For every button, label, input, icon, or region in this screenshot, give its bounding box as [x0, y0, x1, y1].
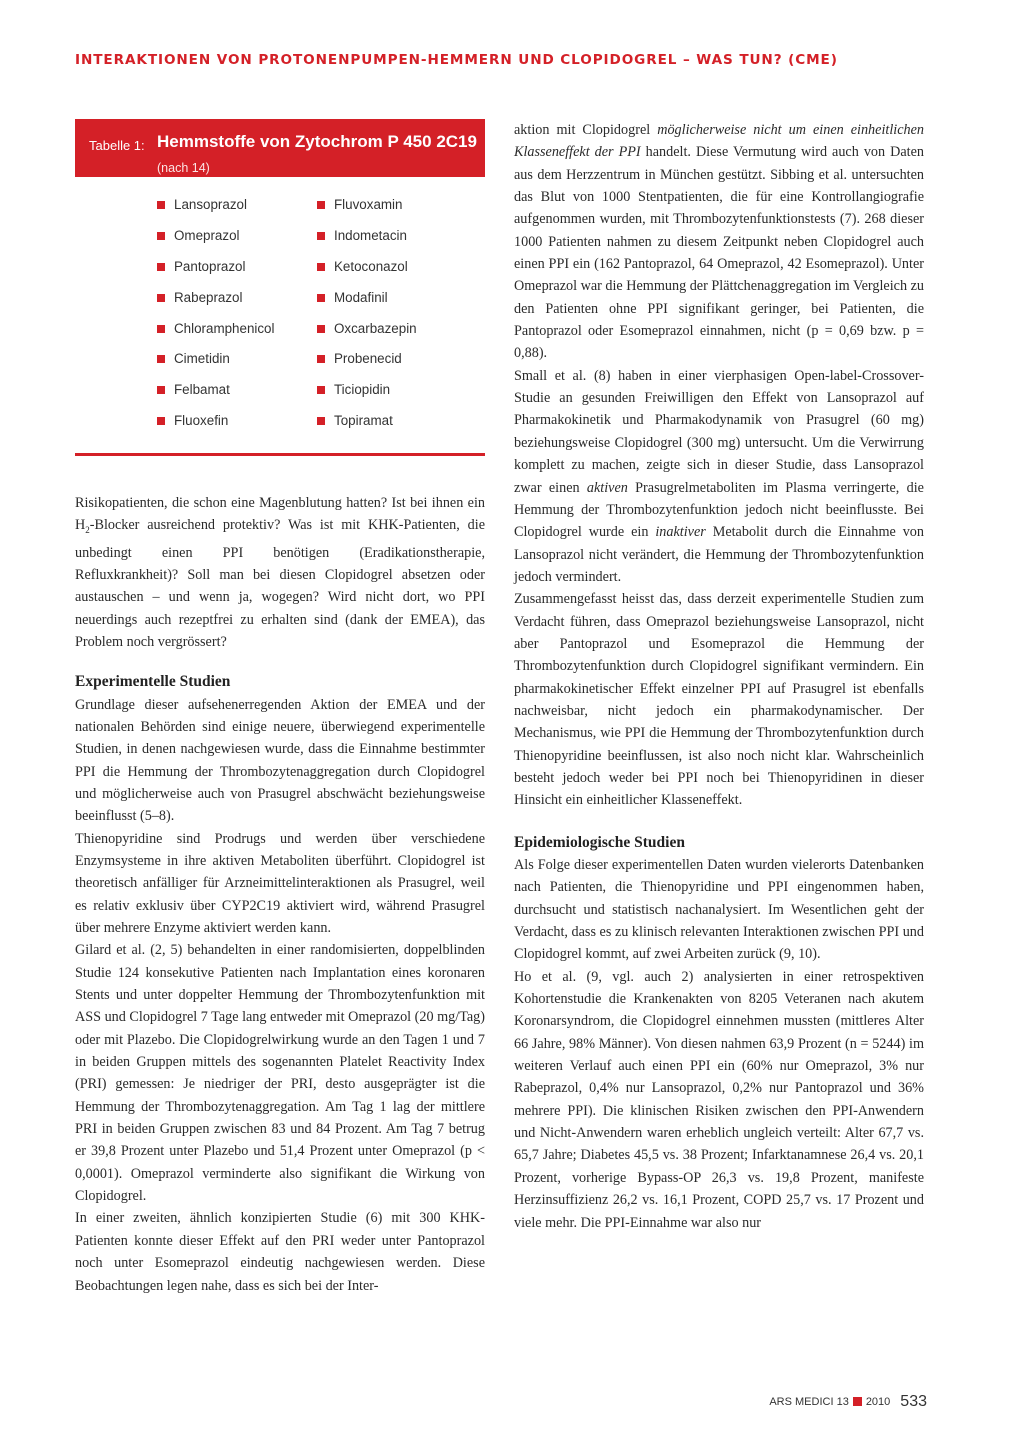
bullet-square-icon [317, 325, 325, 333]
paragraph: In einer zweiten, ähnlich konzipierten Studie (6) mit 300 KHK-Patienten konnte dieser Effekt auf den PRI weder unter Pantoprazol noch unter Esomeprazol eindeutig nachgewiesen werden. Diese Beobachtungen legen nahe, dass es sich bei der Inter- [75, 1210, 485, 1294]
left-column [75, 119, 485, 1297]
bullet-square-icon [317, 263, 325, 271]
paragraph: Risikopatienten, die schon eine Magenblutung hatten? Ist bei ihnen ein $H_2$-Blocker ausreichend protektiv? Was ist mit KHK-Patienten, die unbedingt einen PPI benötigen (Eradikationstherapie, Refluxkrankheit)? Soll man bei diesen Clopidogrel absetzen oder austauschen – und wenn ja, wogegen? Wird nicht dort, wo PPI neuerdings auch rezeptfrei zu erhalten sind (dank der EMEA), das Problem noch vergrössert? [75, 495, 485, 650]
drug-item: Ketoconazol [317, 256, 477, 286]
drug-item: Pantoprazol [157, 256, 317, 286]
table-subtitle: (nach 14) [157, 161, 210, 175]
bullet-square-icon [317, 386, 325, 394]
drug-list [75, 177, 485, 441]
drug-item: Chloramphenicol [157, 318, 317, 348]
bullet-square-icon [157, 201, 165, 209]
bullet-square-icon [157, 294, 165, 302]
table-divider [75, 453, 485, 456]
paragraph: Thienopyridine sind Prodrugs und werden über verschiedene Enzymsysteme in ihre aktiven Metaboliten überführt. Clopidogrel ist theoretisch anfälliger für Arzneimittelinteraktionen als Prasugrel, weil es relativ exklusiv über CYP2C19 aktiviert wird, während Prasugrel über mehrere Enzyme aktiviert werden kann. [75, 830, 485, 937]
drug-item: Felbamat [157, 379, 317, 409]
bullet-square-icon [317, 355, 325, 363]
bullet-square-icon [317, 294, 325, 302]
drug-item: Indometacin [317, 225, 477, 255]
paragraph: aktion mit Clopidogrel möglicherweise nicht um einen einheitlichen Klasseneffekt der PPI handelt. Diese Vermutung wird auch von Daten aus dem Herzzentrum in München gestützt. Sibbing et al. untersuchten das Blut von 1000 Stentpatienten, die für eine Kontrollangiografie aufgenommen wurden, mit Thrombozytenfunktionstests (7). 268 dieser 1000 Patienten nahmen zu diesem Zeitpunkt neben Clopidogrel auch einen PPI ein (162 Pantoprazol, 64 Omeprazol, 42 Esomeprazol). Unter Omeprazol war die Hemmung der Plättchenaggregation im Vergleich zu den Patienten ohne PPI signifikant geringer, bei Patienten, die Pantoprazol oder Esomeprazol einnahmen, nicht (p = 0,69 bzw. p = 0,88). [514, 122, 924, 362]
drug-item: Fluoxefin [157, 410, 317, 440]
bullet-square-icon [157, 325, 165, 333]
drug-item: Omeprazol [157, 225, 317, 255]
page-footer [769, 1393, 927, 1411]
paragraph: Als Folge dieser experimentellen Daten wurden vielerorts Datenbanken nach Patienten, die Thienopyridine und PPI eingenommen haben, durchsucht und statistisch nachanalysiert. Im Wesentlichen geht der Verdacht, dass es zu klinisch relevanten Interaktionen zwischen PPI und Clopidogrel kommt, auf zwei Arbeiten zurück (9, 10). [514, 857, 924, 963]
bullet-square-icon [157, 386, 165, 394]
paragraph: Gilard et al. (2, 5) behandelten in einer randomisierten, doppelblinden Studie 124 konsekutive Patienten nach Implantation eines koronaren Stents und unter doppelter Hemmung der Thrombozytenfunktion mit ASS und Clopidogrel 7 Tage lang entweder mit Omeprazol (20 mg/Tag) oder mit Plazebo. Die Clopidogrelwirkung wurde an den Tagen 1 und 7 in beiden Gruppen mittels des sogenannten Platelet Reactivity Index (PRI) gemessen: Je niedriger der PRI, desto ausgeprägter ist die Hemmung der Thrombozytenaggregation. Am Tag 1 lag der mittlere PRI in beiden Gruppen zwischen 83 und 84 Prozent. Am Tag 7 betrug er 39,8 Prozent unter Plazebo und 51,4 Prozent unter Omeprazol (p < 0,0001). Omeprazol verminderte also signifikant die Wirkung von Clopidogrel. [75, 942, 485, 1205]
drug-item: Cimetidin [157, 348, 317, 378]
bullet-square-icon [317, 201, 325, 209]
drug-item: Lansoprazol [157, 194, 317, 224]
right-column [514, 119, 924, 1234]
table-title: Hemmstoffe von Zytochrom P 450 2C19 [157, 132, 477, 151]
bullet-square-icon [157, 417, 165, 425]
section-heading: Experimentelle Studien [75, 673, 231, 691]
drug-item: Ticiopidin [317, 379, 477, 409]
drug-item: Topiramat [317, 410, 477, 440]
bullet-square-icon [317, 232, 325, 240]
section-heading: Epidemiologische Studien [514, 833, 685, 851]
table-header [75, 119, 485, 177]
drug-item: Rabeprazol [157, 287, 317, 317]
bullet-square-icon [157, 263, 165, 271]
paragraph: Small et al. (8) haben in einer vierphasigen Open-label-Crossover-Studie an gesunden Freiwilligen den Effekt von Lansoprazol auf Pharmakokinetik und Pharmakodynamik von Prasugrel (60 mg) beziehungsweise Clopidogrel (300 mg) untersucht. Um die Verwirrung komplett zu machen, zeigte sich in dieser Studie, dass Lansoprazol zwar einen aktiven Prasugrelmetaboliten im Plasma verringerte, die Hemmung der Thrombozytenfunktion jedoch nicht beeinflusste. Bei Clopidogrel wurde ein inaktiver Metabolit durch die Einnahme von Lansoprazol nicht verändert, die Hemmung der Thrombozytenfunktion jedoch vermindert. [514, 367, 924, 585]
bullet-square-icon [317, 417, 325, 425]
paragraph: Ho et al. (9, vgl. auch 2) analysierten in einer retrospektiven Kohortenstudie die Krankenakten von 8205 Veteranen nach akutem Koronarsyndrom, die Clopidogrel einnehmen mussten (mittleres Alter 66 Jahre, 98% Männer). Von diesen nahmen 63,9 Prozent (n = 5244) im weiteren Verlauf auch einen PPI ein (60% nur Omeprazol, 3% nur Rabeprazol, 0,4% nur Lansoprazol, 0,2% nur Pantoprazol und 36% mehrere PPI). Die klinischen Risiken zwischen den PPI-Anwendern und Nicht-Anwendern waren erheblich ungleich verteilt: Alter 67,7 vs. 65,7 Jahre; Diabetes 45,5 vs. 38 Prozent; Infarktanamnese 26,4 vs. 20,1 Prozent, vorherige Bypass-OP 26,3 vs. 19,8 Prozent, manifeste Herzinsuffizienz 26,2 vs. 16,1 Prozent, COPD 25,7 vs. 17 Prozent und viele mehr. Die PPI-Einnahme war also nur [514, 968, 924, 1231]
running-header: INTERAKTIONEN VON PROTONENPUMPEN-HEMMERN UND CLOPIDOGREL – WAS TUN? (CME) [75, 52, 838, 68]
table-label: Tabelle 1: [89, 138, 145, 153]
journal-year: 2010 [865, 1396, 891, 1408]
bullet-square-icon [157, 232, 165, 240]
footer-square-icon [853, 1397, 862, 1406]
page-number: 533 [900, 1393, 927, 1410]
drug-item: Fluvoxamin [317, 194, 477, 224]
drug-item: Probenecid [317, 348, 477, 378]
drug-item: Modafinil [317, 287, 477, 317]
paragraph: Grundlage dieser aufsehenerregenden Aktion der EMEA und der nationalen Behörden sind einige neuere, überwiegend experimentelle Studien, in denen nachgewiesen wurde, dass die Einnahme bestimmter PPI die Hemmung der Thrombozytenaggregation durch Clopidogrel und möglicherweise auch von Prasugrel abschwächt beziehungsweise beeinflusst (5–8). [75, 696, 485, 825]
drug-table [75, 119, 485, 456]
journal-name: ARS MEDICI 13 [769, 1396, 849, 1408]
bullet-square-icon [157, 355, 165, 363]
paragraph: Zusammengefasst heisst das, dass derzeit experimentelle Studien zum Verdacht führen, dass Omeprazol beziehungsweise Lansoprazol, nicht aber Pantoprazol und Esomeprazol die Hemmung der Thrombozytenfunktion durch Clopidogrel signifikant vermindern. Ein pharmakokinetischer Effekt einzelner PPI auf Prasugrel ist ebenfalls nachweisbar, nicht jedoch ein pharmakodynamischer. Der Mechanismus, wie PPI die Hemmung der Thrombozytenfunktion durch Thienopyridine beeinflussen, ist also noch nicht klar. Wahrscheinlich besteht jedoch weder bei PPI noch bei Thienopyridinen in dieser Hinsicht ein einheitlicher Klasseneffekt. [514, 591, 924, 809]
drug-item: Oxcarbazepin [317, 318, 477, 348]
